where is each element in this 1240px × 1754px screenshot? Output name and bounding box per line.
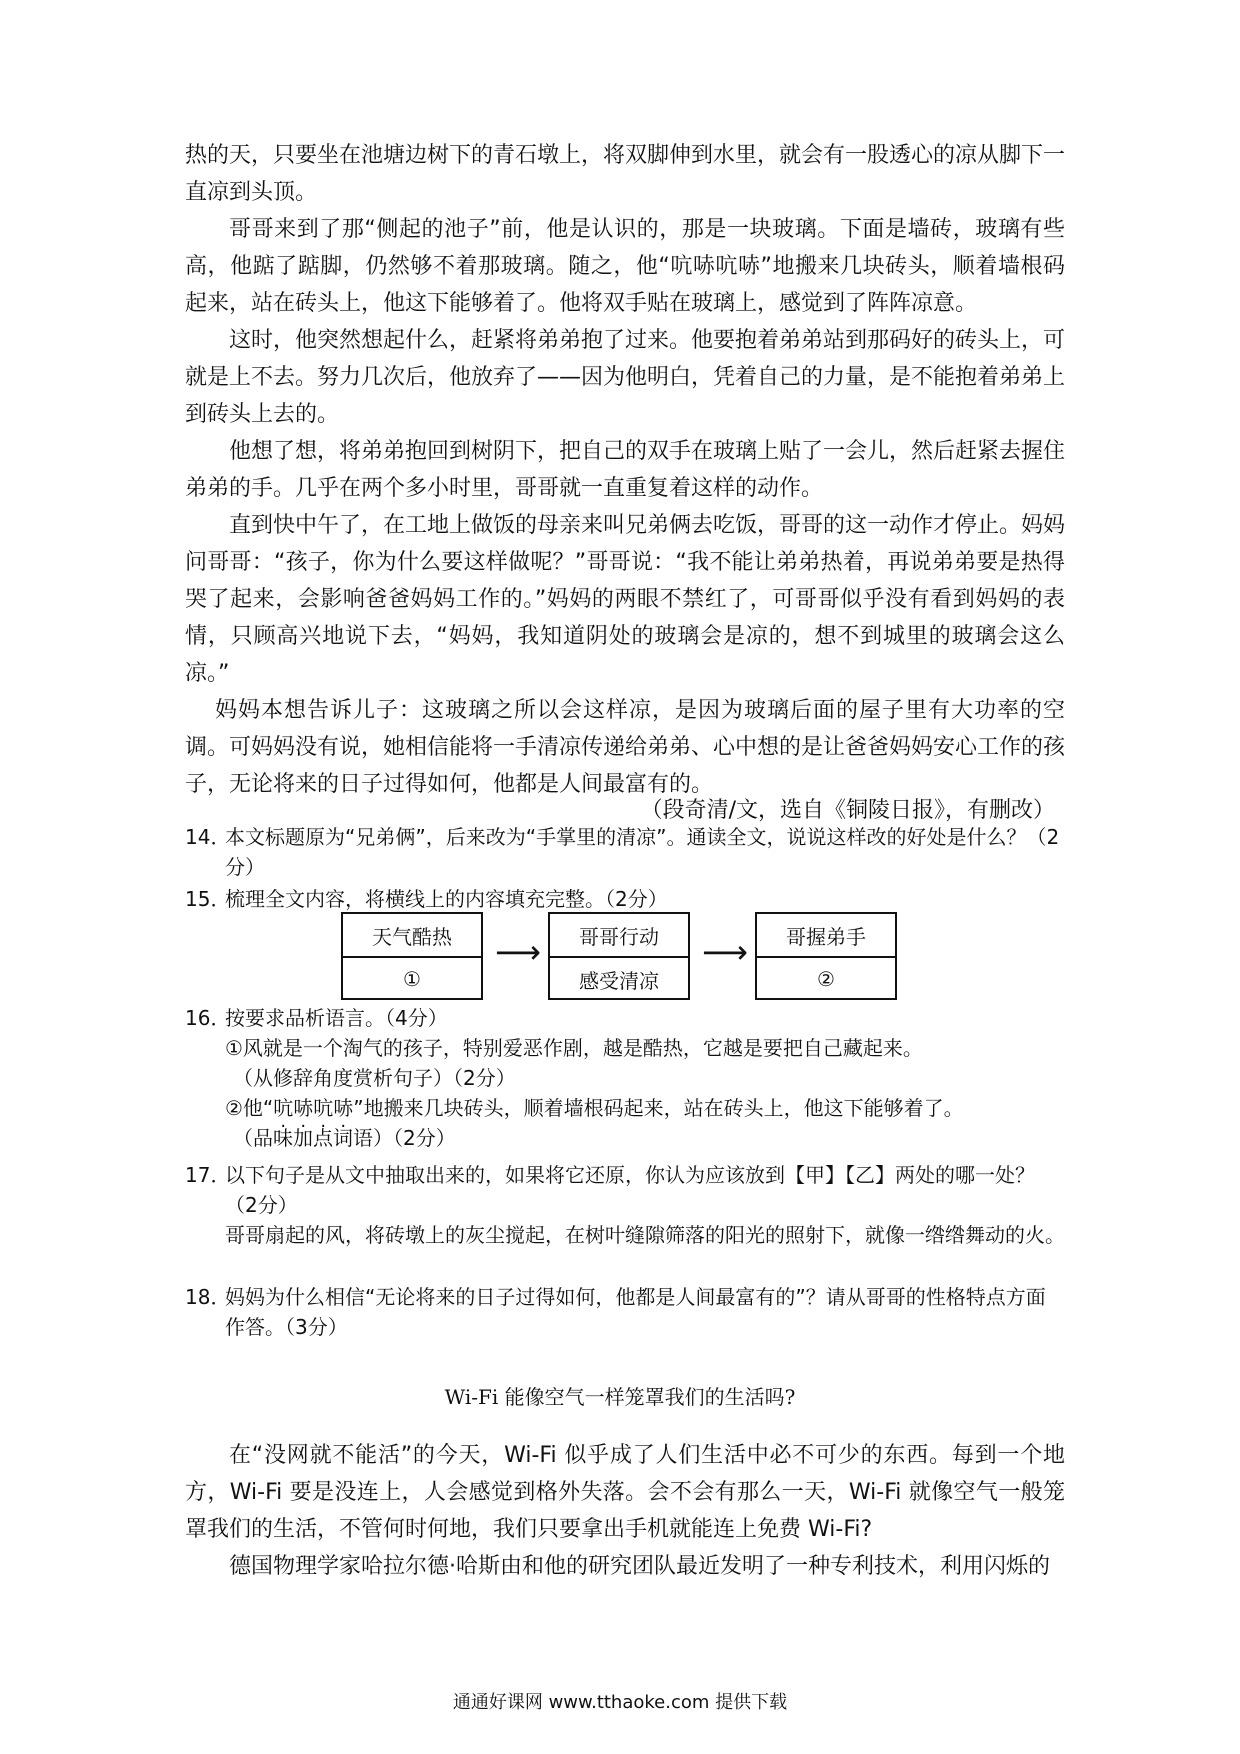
question-text: 本文标题原为“兄弟俩”，后来改为“手掌里的清凉”。通读全文，说说这样改的好处是什么？（2分） [225,825,1060,879]
flow-box-top: 哥哥行动 [579,924,659,949]
paragraph: 他想了想，将弟弟抱回到树阴下，把自己的双手在玻璃上贴了一会儿，然后赶紧去握住弟弟的手。几乎在两个多小时里，哥哥就一直重复着这样的动作。 [185,439,1066,501]
right-arrow-icon: ⟶ [495,933,541,971]
question-number: 17． [185,1163,231,1187]
paragraph: 妈妈本想告诉儿子：这玻璃之所以会这样凉，是因为玻璃后面的屋子里有大功率的空调。可妈妈没有说，她相信能将一手清凉传递给弟弟、心中想的是让爸爸妈妈安心工作的孩子，无论将来的日子过得如何，他都是人间最富有的。 [185,698,1066,797]
question-14 [185,822,1065,882]
flow-box-weather [341,912,483,1000]
dotted-word [273,1096,353,1120]
flow-box-action [548,912,690,1000]
dotted-character: 吭 [273,1096,294,1120]
sub-item-text: ②他“ [225,1096,274,1120]
flow-box-top: 天气酷热 [372,924,452,949]
page-footer: 通通好课网 www.tthaoke.com 提供下载 [452,1692,788,1713]
question-text: 按要求品析语言。（4分） [225,1006,448,1030]
question-15 [185,884,1065,914]
question-number: 16． [185,1006,231,1030]
question-17 [185,1160,1065,1250]
flow-box-blank: ② [757,956,895,1000]
flow-box-blank: ① [343,956,481,1000]
paragraph: 热的天，只要坐在池塘边树下的青石墩上，将双脚伸到水里，就会有一股透心的凉从脚下一直凉到头顶。 [185,143,1066,205]
extracted-sentence: 哥哥扇起的风，将砖墩上的灰尘搅起，在树叶缝隙筛落的阳光的照射下，就像一绺绺舞动的火。 [225,1223,1065,1247]
question-number: 14． [185,825,231,849]
sub-item-note: （从修辞角度赏析句子）（2分） [233,1066,516,1090]
paragraph: 德国物理学家哈拉尔德·哈斯由和他的研究团队最近发明了一种专利技术，利用闪烁的 [229,1554,1050,1579]
passage-2 [185,1437,1065,1585]
flow-box-hold [755,912,897,1000]
flow-box-bottom: 感受清凉 [550,956,688,1000]
dotted-character: 哧 [293,1096,314,1120]
right-arrow-icon: ⟶ [702,933,748,971]
passage-2-title: Wi-Fi 能像空气一样笼罩我们的生活吗? [444,1385,796,1409]
question-text: 梳理全文内容，将横线上的内容填充完整。（2分） [225,887,668,911]
sub-item [225,1093,1065,1123]
dotted-character: 吭 [313,1096,334,1120]
paragraph: 这时，他突然想起什么，赶紧将弟弟抱了过来。他要抱着弟弟站到那码好的砖头上，可就是上不去。努力几次后，他放弃了——因为他明白，凭着自己的力量，是不能抱着弟弟上到砖头上去的。 [185,328,1066,427]
source-citation: （段奇清/文，选自《铜陵日报》，有删改） [640,798,1055,823]
paragraph: 哥哥来到了那“侧起的池子”前，他是认识的，那是一块玻璃。下面是墙砖，玻璃有些高，他踮了踮脚，仍然够不着那玻璃。随之，他“吭哧吭哧”地搬来几块砖头，顺着墙根码起来，站在砖头上，他这下能够着了。他将双手贴在玻璃上，感觉到了阵阵凉意。 [185,217,1065,316]
flow-box-top: 哥握弟手 [786,924,866,949]
passage-1 [185,137,1065,803]
question-number: 18． [185,1285,231,1309]
question-text: 妈妈为什么相信“无论将来的日子过得如何，他都是人间最富有的”？请从哥哥的性格特点方面作答。（3分） [225,1285,1046,1339]
question-16 [185,1003,1065,1153]
sub-item-text: ”地搬来几块砖头，顺着墙根码起来，站在砖头上，他这下能够着了。 [353,1096,964,1120]
question-text: 以下句子是从文中抽取出来的，如果将它还原，你认为应该放到【甲】【乙】两处的哪一处？（2分） [225,1163,1035,1217]
sub-item-note: （品味加点词语）（2分） [233,1126,456,1150]
paragraph: 在“没网就不能活”的今天，Wi-Fi 似乎成了人们生活中必不可少的东西。每到一个地方，Wi-Fi 要是没连上，人会感觉到格外失落。会不会有那么一天，Wi-Fi 就像空气一般笼罩我们的生活，不管何时何地，我们只要拿出手机就能连上免费 Wi-Fi? [185,1443,1065,1542]
paragraph: 直到快中午了，在工地上做饭的母亲来叫兄弟俩去吃饭，哥哥的这一动作才停止。妈妈问哥哥：“孩子，你为什么要这样做呢？”哥哥说：“我不能让弟弟热着，再说弟弟要是热得哭了起来，会影响爸爸妈妈工作的。”妈妈的两眼不禁红了，可哥哥似乎没有看到妈妈的表情，只顾高兴地说下去，“妈妈，我知道阴处的玻璃会是凉的，想不到城里的玻璃会这么凉。” [185,513,1066,686]
question-18 [185,1282,1065,1342]
sub-item: ①风就是一个淘气的孩子，特别爱恶作剧，越是酷热，它越是要把自己藏起来。 [225,1036,923,1060]
question-number: 15． [185,887,231,911]
dotted-character: 哧 [333,1096,354,1120]
